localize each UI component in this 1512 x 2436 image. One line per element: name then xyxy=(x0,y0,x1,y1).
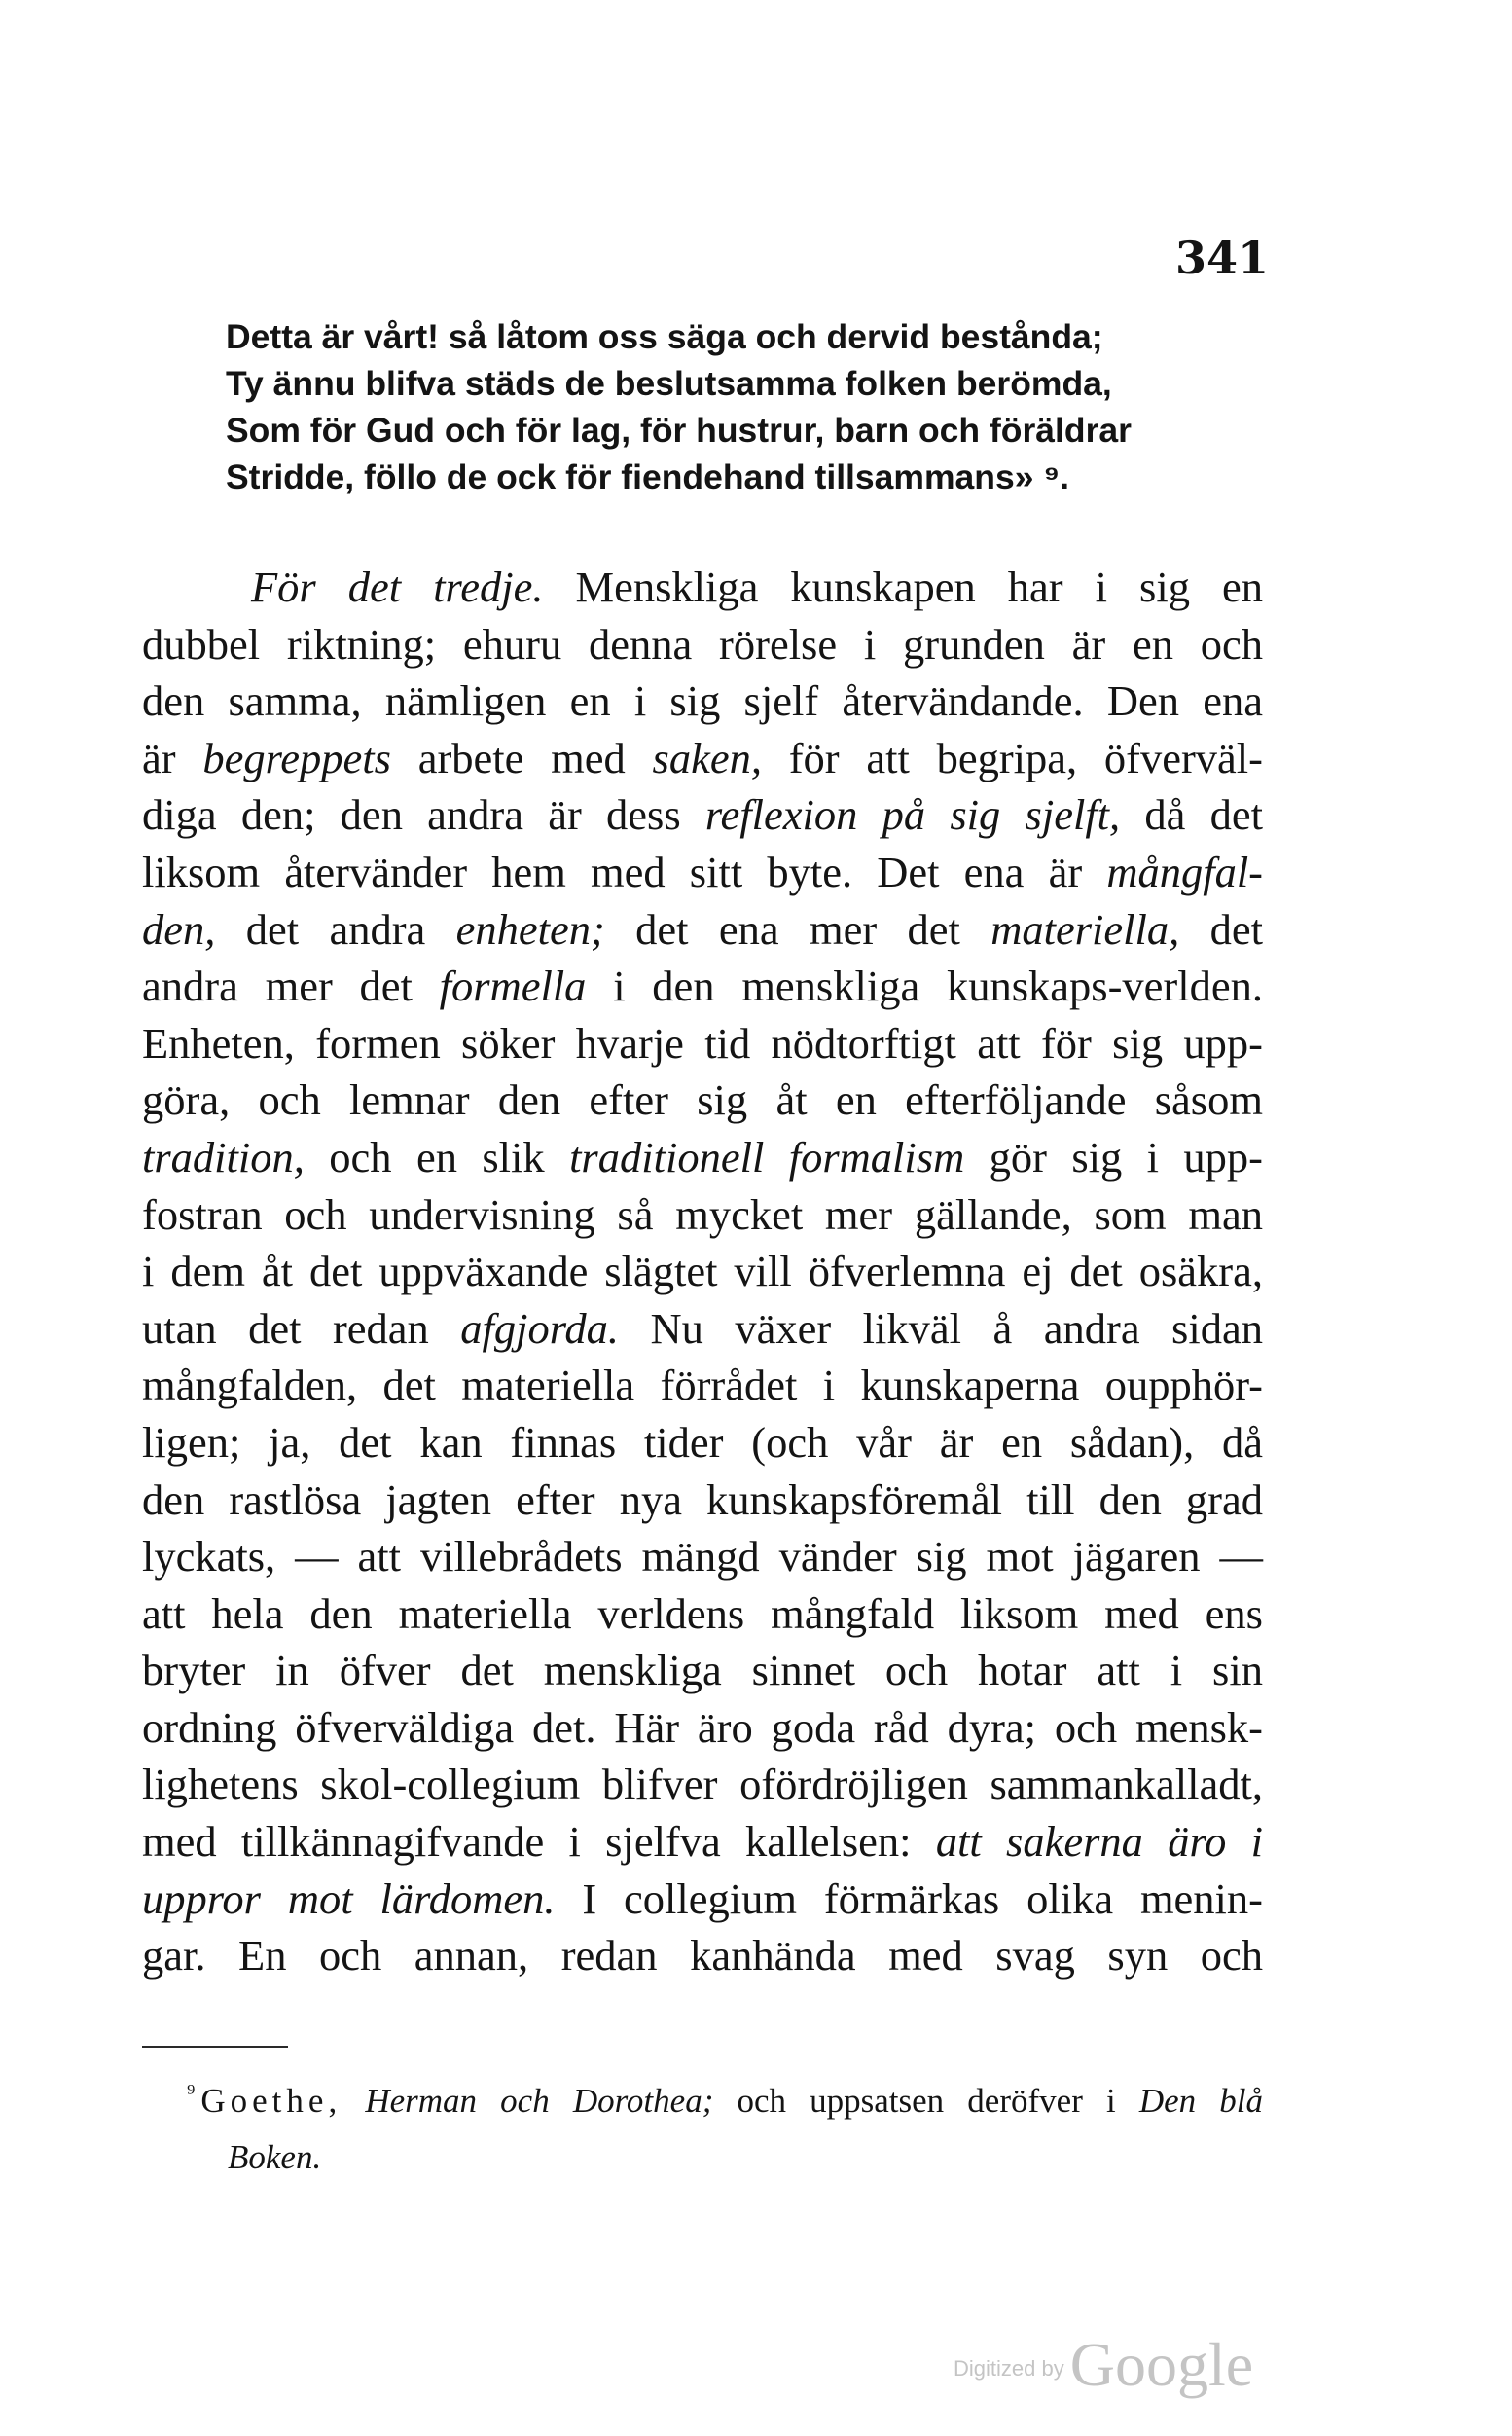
text-line: lyckats, — att villebrådets mängd vänder sig mot jägaren — xyxy=(142,1532,1263,1582)
text-line: den rastlösa jagten efter nya kunskapsföremål till den grad xyxy=(142,1474,1263,1524)
text-line: bryter in öfver det menskliga sinnet och hotar att i sin xyxy=(142,1646,1263,1695)
text-fragment: utan det redan xyxy=(142,1303,461,1353)
text-fragment: det ena mer det xyxy=(604,904,991,954)
text-line xyxy=(142,1300,1263,1358)
footnote-work-title: Herman och Dorothea; xyxy=(365,2082,714,2120)
text-fragment: med tillkännagifvande i sjelfva kallelsen: xyxy=(142,1817,936,1867)
text-fragment: andra mer det xyxy=(142,962,440,1011)
footnote-text: och uppsatsen deröfver i xyxy=(713,2082,1139,2120)
poem-quote xyxy=(226,313,1286,500)
google-logo: Google xyxy=(1069,2330,1254,2399)
footnote-marker: ⁹ xyxy=(187,2081,196,2106)
italic-phrase: mångfal- xyxy=(1106,847,1263,896)
text-fragment: Menskliga kunskapen har i sig en xyxy=(543,563,1263,611)
italic-phrase: tradition, xyxy=(142,1132,305,1182)
footnote-line xyxy=(187,2129,1263,2186)
text-line: göra, och lemnar den efter sig åt en efterföljande såsom xyxy=(142,1075,1263,1125)
text-fragment: och en slik xyxy=(304,1132,570,1182)
italic-phrase: traditionell formalism xyxy=(569,1132,965,1182)
poem-line: Stridde, föllo de ock för fiendehand tillsammans» ⁹. xyxy=(226,457,1070,496)
text-fragment: arbete med xyxy=(390,733,653,782)
text-line xyxy=(142,1871,1263,1928)
text-line: dubbel riktning; ehuru denna rörelse i grunden är en och xyxy=(142,619,1263,669)
italic-phrase: formella xyxy=(439,962,587,1011)
poem-line: Som för Gud och för lag, för hustrur, barn och föräldrar xyxy=(226,411,1132,450)
page-number: 341 xyxy=(1175,232,1270,284)
text-fragment: liksom återvänder hem med sitt byte. Det ena är xyxy=(142,847,1107,896)
text-line: fostran och undervisning så mycket mer gällande, som man xyxy=(142,1189,1263,1239)
footnote-line xyxy=(187,2065,1263,2129)
italic-phrase: att sakerna äro i xyxy=(935,1817,1263,1867)
text-line: den samma, nämligen en i sig sjelf återvändande. Den ena xyxy=(142,676,1263,726)
text-line xyxy=(142,730,1263,787)
footnote-divider xyxy=(142,2046,288,2048)
text-line xyxy=(142,844,1263,901)
body-paragraph xyxy=(142,559,1263,1984)
italic-phrase: begreppets xyxy=(202,733,391,782)
text-line: ligen; ja, det kan finnas tider (och vår är en sådan), då xyxy=(142,1417,1263,1467)
text-fragment: i den menskliga kunskaps-verlden. xyxy=(586,962,1263,1011)
italic-phrase: saken, xyxy=(652,733,762,782)
italic-phrase: afgjorda. xyxy=(460,1303,620,1353)
text-line xyxy=(142,1813,1263,1871)
italic-phrase: reflexion på sig sjelft, xyxy=(704,790,1121,840)
text-line: ordning öfverväldiga det. Här äro goda råd dyra; och mensk- xyxy=(142,1702,1263,1752)
text-line: Enheten, formen söker hvarje tid nödtorftigt att för sig upp- xyxy=(142,1018,1263,1068)
text-line xyxy=(142,1129,1263,1186)
text-fragment: I collegium förmärkas olika menin- xyxy=(555,1873,1263,1923)
text-fragment: diga den; den andra är dess xyxy=(142,790,705,840)
watermark-caption: Digitized by xyxy=(954,2356,1064,2381)
text-fragment: är xyxy=(142,733,203,782)
text-fragment: Nu växer likväl å andra sidan xyxy=(619,1303,1263,1353)
footnote-ref-title: Boken. xyxy=(228,2138,322,2176)
footnote-author: Goethe, xyxy=(200,2082,342,2120)
italic-phrase: materiella, xyxy=(990,904,1180,954)
text-fragment: det andra xyxy=(215,904,456,954)
poem-line: Detta är vårt! så låtom oss säga och dervid bestånda; xyxy=(226,317,1103,356)
poem-line: Ty ännu blifva städs de beslutsamma folken berömda, xyxy=(226,364,1112,403)
text-line xyxy=(142,559,1263,616)
italic-phrase: enheten; xyxy=(455,904,605,954)
text-line xyxy=(142,786,1263,844)
text-line xyxy=(142,901,1263,959)
italic-phrase: För det tredje. xyxy=(251,563,544,611)
italic-phrase: uppror mot lärdomen. xyxy=(142,1873,556,1923)
digitized-watermark xyxy=(954,2329,1253,2401)
text-line xyxy=(142,958,1263,1015)
italic-phrase: den, xyxy=(142,904,216,954)
footnote-ref-title: Den blå xyxy=(1138,2082,1263,2120)
footnote xyxy=(187,2065,1263,2186)
text-line: att hela den materiella verldens mångfald liksom med ens xyxy=(142,1588,1263,1638)
text-fragment: det xyxy=(1179,904,1263,954)
text-fragment: för att begripa, öfverväl- xyxy=(761,733,1263,782)
text-line: i dem åt det uppväxande slägtet vill öfverlemna ej det osäkra, xyxy=(142,1247,1263,1296)
text-line: lighetens skol-collegium blifver ofördröjligen sammankalladt, xyxy=(142,1760,1263,1809)
text-line: gar. En och annan, redan kanhända med svag syn och xyxy=(142,1931,1263,1981)
text-fragment: gör sig i upp- xyxy=(964,1132,1263,1182)
text-fragment: då det xyxy=(1120,790,1263,840)
text-line: mångfalden, det materiella förrådet i kunskaperna oupphör- xyxy=(142,1361,1263,1410)
